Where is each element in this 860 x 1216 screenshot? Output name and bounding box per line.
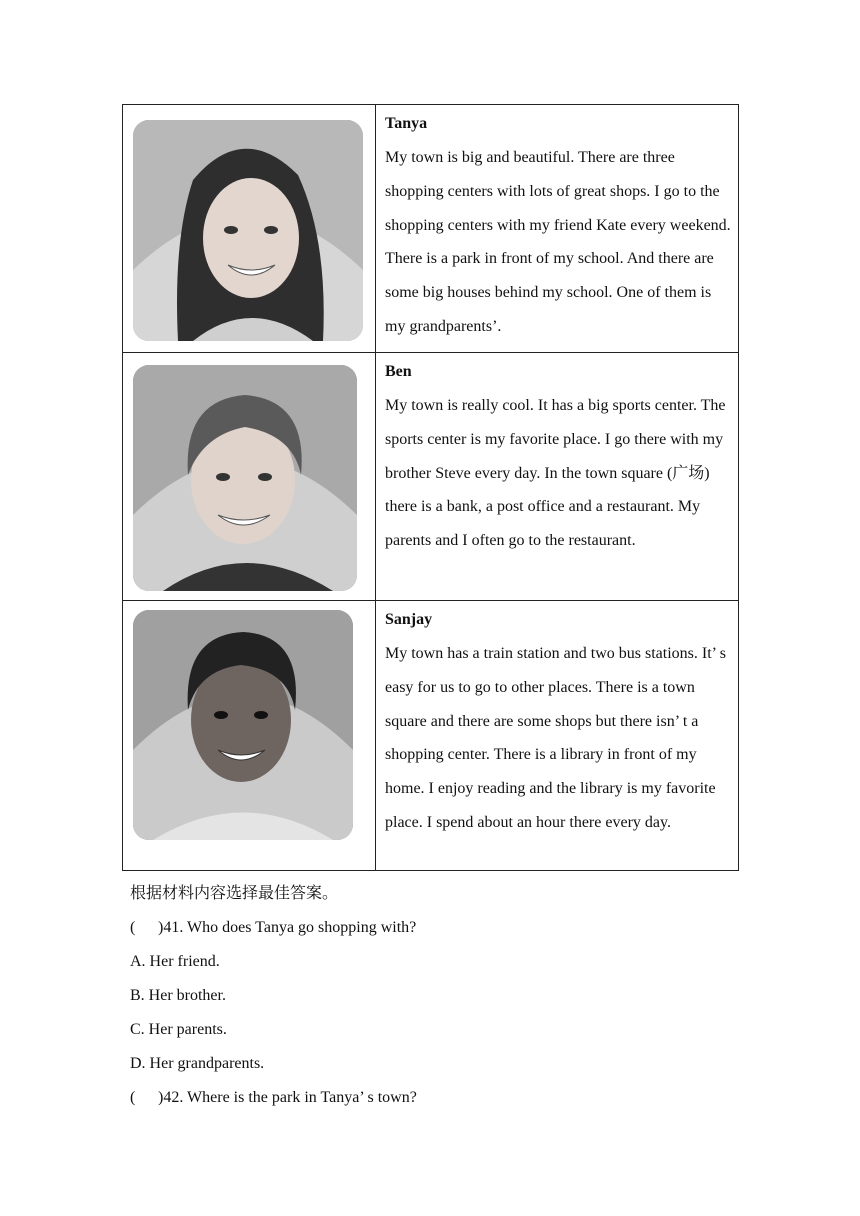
question-42 <box>130 1081 750 1115</box>
photo-cell <box>123 353 376 601</box>
photo-cell <box>123 105 376 353</box>
question-stem: )41. Who does Tanya go shopping with? <box>158 919 417 936</box>
profile-description: My town is big and beautiful. There are three shopping centers with lots of great shops. I go to the shopping centers with my friend Kate every weekend. There is a park in front of my school. And there are some big houses behind my school. One of them is my grandparents’. <box>385 149 731 335</box>
profile-name: Ben <box>385 363 412 380</box>
questions-section <box>130 877 750 1115</box>
option-c[interactable]: C. Her parents. <box>130 1021 227 1038</box>
answer-bracket[interactable]: ( <box>130 919 136 936</box>
profile-description: My town is really cool. It has a big sports center. The sports center is my favorite place. I go there with my brother Steve every day. In the town square (广场) there is a bank, a post office and a restaurant. My parents and I often go to the restaurant. <box>385 397 726 550</box>
profile-row-ben <box>123 353 739 601</box>
profile-description: My town has a train station and two bus stations. It’ s easy for us to go to other places. There is a town square and there are some shops but there isn’ t a shopping center. There is a library in front of my home. I enjoy reading and the library is my favorite place. I spend about an hour there every day. <box>385 645 726 831</box>
profile-text-cell <box>376 353 739 601</box>
girl-portrait-image <box>133 120 363 341</box>
option-b[interactable]: B. Her brother. <box>130 987 226 1004</box>
boy-portrait-image <box>133 610 353 840</box>
profiles-table <box>122 104 739 871</box>
ben-photo <box>133 365 357 591</box>
profile-text-cell <box>376 601 739 871</box>
tanya-photo <box>133 120 363 341</box>
option-a[interactable]: A. Her friend. <box>130 953 220 970</box>
question-stem: )42. Where is the park in Tanya’ s town? <box>158 1089 417 1106</box>
profile-row-sanjay <box>123 601 739 871</box>
question-41 <box>130 911 750 945</box>
sanjay-photo <box>133 610 353 840</box>
profile-name: Tanya <box>385 115 428 132</box>
answer-bracket[interactable]: ( <box>130 1089 136 1106</box>
profile-text-cell <box>376 105 739 353</box>
option-d[interactable]: D. Her grandparents. <box>130 1055 265 1072</box>
photo-cell <box>123 601 376 871</box>
profile-name: Sanjay <box>385 611 433 628</box>
profile-row-tanya <box>123 105 739 353</box>
instruction: 根据材料内容选择最佳答案。 <box>130 885 339 902</box>
boy-portrait-image <box>133 365 357 591</box>
